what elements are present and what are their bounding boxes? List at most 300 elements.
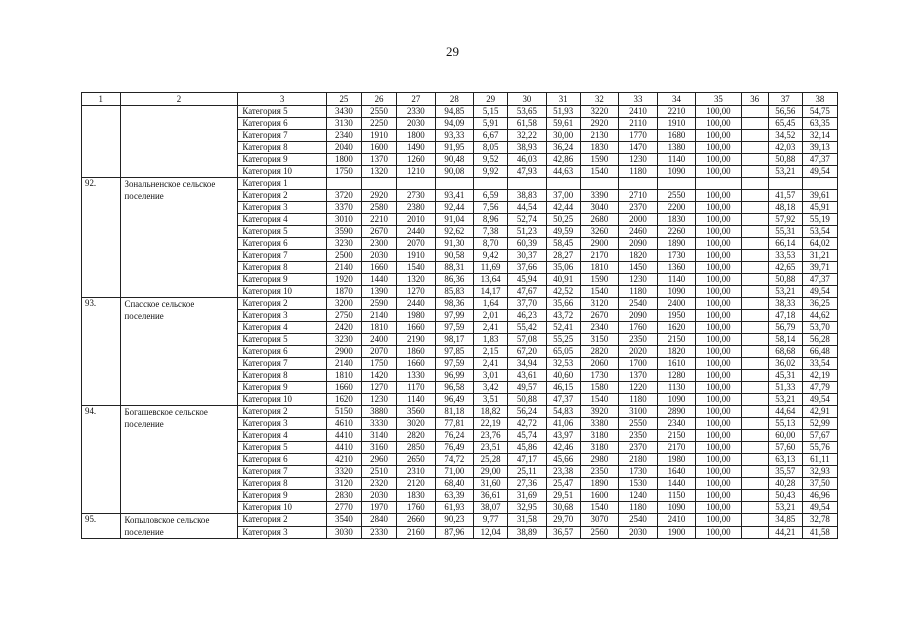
value-cell: 41,57 (768, 190, 802, 202)
value-cell: 1910 (397, 250, 436, 262)
value-cell: 100,00 (696, 130, 741, 142)
value-cell: 4210 (326, 454, 361, 466)
value-cell: 71,00 (435, 466, 474, 478)
value-cell: 2340 (657, 418, 696, 430)
column-header: 34 (657, 93, 696, 106)
value-cell: 3,01 (474, 370, 508, 382)
value-cell: 53,21 (768, 166, 802, 178)
value-cell: 30,68 (546, 502, 580, 514)
category-cell: Категория 9 (238, 274, 326, 286)
category-cell: Категория 8 (238, 142, 326, 154)
value-cell: 65,05 (546, 346, 580, 358)
value-cell: 2,15 (474, 346, 508, 358)
column-header: 38 (802, 93, 837, 106)
settlement-name (120, 106, 238, 178)
value-cell: 1870 (326, 286, 361, 298)
category-cell: Категория 9 (238, 382, 326, 394)
value-cell: 1860 (397, 346, 436, 358)
value-cell: 1760 (397, 502, 436, 514)
value-cell: 1800 (397, 130, 436, 142)
value-cell: 38,93 (508, 142, 547, 154)
value-cell: 1540 (580, 502, 619, 514)
table-row (82, 406, 838, 418)
value-cell: 2890 (657, 406, 696, 418)
value-cell: 2650 (397, 454, 436, 466)
value-cell: 40,91 (546, 274, 580, 286)
value-cell: 2130 (580, 130, 619, 142)
value-cell: 2300 (361, 238, 396, 250)
value-cell (741, 430, 768, 442)
value-cell: 2110 (619, 118, 658, 130)
value-cell (741, 346, 768, 358)
value-cell: 1600 (361, 142, 396, 154)
value-cell: 9,77 (474, 514, 508, 527)
value-cell: 98,36 (435, 298, 474, 310)
value-cell: 61,93 (435, 502, 474, 514)
category-cell: Категория 2 (238, 514, 326, 527)
category-cell: Категория 5 (238, 226, 326, 238)
value-cell: 2030 (619, 526, 658, 539)
value-cell: 5,15 (474, 106, 508, 118)
value-cell: 49,59 (546, 226, 580, 238)
value-cell: 39,71 (802, 262, 837, 274)
value-cell: 45,74 (508, 430, 547, 442)
value-cell: 56,24 (508, 406, 547, 418)
category-cell: Категория 7 (238, 130, 326, 142)
column-header: 36 (741, 93, 768, 106)
value-cell: 1260 (397, 154, 436, 166)
data-table (81, 92, 838, 539)
value-cell: 92,44 (435, 202, 474, 214)
value-cell: 32,78 (802, 514, 837, 527)
value-cell: 42,03 (768, 142, 802, 154)
value-cell (741, 262, 768, 274)
value-cell: 2670 (361, 226, 396, 238)
value-cell: 63,13 (768, 454, 802, 466)
value-cell: 76,24 (435, 430, 474, 442)
value-cell: 65,45 (768, 118, 802, 130)
value-cell: 2770 (326, 502, 361, 514)
value-cell: 31,58 (508, 514, 547, 527)
value-cell: 46,23 (508, 310, 547, 322)
value-cell: 42,44 (546, 202, 580, 214)
value-cell: 100,00 (696, 190, 741, 202)
column-header: 33 (619, 93, 658, 106)
value-cell: 2060 (580, 358, 619, 370)
value-cell: 100,00 (696, 418, 741, 430)
value-cell: 1320 (361, 166, 396, 178)
value-cell: 36,57 (546, 526, 580, 539)
value-cell (326, 178, 361, 190)
value-cell: 93,41 (435, 190, 474, 202)
value-cell: 1440 (657, 478, 696, 490)
value-cell: 2400 (657, 298, 696, 310)
value-cell: 2900 (580, 238, 619, 250)
value-cell: 2150 (657, 430, 696, 442)
value-cell: 47,37 (546, 394, 580, 406)
value-cell (741, 478, 768, 490)
value-cell: 1,64 (474, 298, 508, 310)
value-cell (741, 154, 768, 166)
value-cell: 1580 (580, 382, 619, 394)
value-cell: 51,33 (768, 382, 802, 394)
column-header: 37 (768, 93, 802, 106)
value-cell (741, 274, 768, 286)
value-cell: 1730 (580, 370, 619, 382)
value-cell: 100,00 (696, 346, 741, 358)
category-cell: Категория 6 (238, 454, 326, 466)
value-cell: 47,93 (508, 166, 547, 178)
value-cell: 97,59 (435, 322, 474, 334)
value-cell: 2140 (361, 310, 396, 322)
value-cell: 3010 (326, 214, 361, 226)
value-cell: 76,49 (435, 442, 474, 454)
value-cell: 100,00 (696, 334, 741, 346)
value-cell: 100,00 (696, 250, 741, 262)
value-cell: 2540 (619, 514, 658, 527)
value-cell (741, 298, 768, 310)
value-cell: 3720 (326, 190, 361, 202)
value-cell: 2540 (619, 298, 658, 310)
value-cell: 1810 (580, 262, 619, 274)
value-cell: 29,70 (546, 514, 580, 527)
value-cell: 46,96 (802, 490, 837, 502)
value-cell: 100,00 (696, 370, 741, 382)
value-cell: 3320 (326, 466, 361, 478)
value-cell: 48,18 (768, 202, 802, 214)
value-cell: 38,89 (508, 526, 547, 539)
value-cell: 27,36 (508, 478, 547, 490)
value-cell: 74,72 (435, 454, 474, 466)
value-cell: 100,00 (696, 238, 741, 250)
value-cell: 49,57 (508, 382, 547, 394)
value-cell: 53,54 (802, 226, 837, 238)
value-cell: 1530 (619, 478, 658, 490)
value-cell: 3230 (326, 238, 361, 250)
value-cell: 29,00 (474, 466, 508, 478)
value-cell: 94,85 (435, 106, 474, 118)
value-cell: 96,49 (435, 394, 474, 406)
value-cell: 96,58 (435, 382, 474, 394)
value-cell: 1590 (580, 154, 619, 166)
value-cell: 59,61 (546, 118, 580, 130)
value-cell: 1090 (657, 394, 696, 406)
value-cell (741, 238, 768, 250)
value-cell: 2660 (397, 514, 436, 527)
value-cell: 34,52 (768, 130, 802, 142)
value-cell: 2030 (397, 118, 436, 130)
value-cell: 3120 (326, 478, 361, 490)
value-cell: 54,83 (546, 406, 580, 418)
value-cell: 32,93 (802, 466, 837, 478)
value-cell: 2550 (361, 106, 396, 118)
value-cell: 42,19 (802, 370, 837, 382)
value-cell: 1750 (326, 166, 361, 178)
value-cell: 90,48 (435, 154, 474, 166)
value-cell: 3380 (580, 418, 619, 430)
category-cell: Категория 8 (238, 262, 326, 274)
value-cell: 2440 (397, 226, 436, 238)
value-cell: 13,64 (474, 274, 508, 286)
value-cell: 2310 (397, 466, 436, 478)
value-cell: 42,86 (546, 154, 580, 166)
value-cell: 97,99 (435, 310, 474, 322)
value-cell: 36,61 (474, 490, 508, 502)
value-cell: 100,00 (696, 106, 741, 118)
settlement-number: 95. (82, 514, 121, 539)
value-cell: 3030 (326, 526, 361, 539)
value-cell: 5150 (326, 406, 361, 418)
value-cell: 90,08 (435, 166, 474, 178)
category-cell: Категория 3 (238, 418, 326, 430)
value-cell: 58,45 (546, 238, 580, 250)
value-cell: 1910 (361, 130, 396, 142)
value-cell: 2250 (361, 118, 396, 130)
value-cell: 50,88 (768, 154, 802, 166)
value-cell: 44,62 (802, 310, 837, 322)
value-cell: 2200 (657, 202, 696, 214)
value-cell: 81,18 (435, 406, 474, 418)
value-cell: 67,20 (508, 346, 547, 358)
value-cell: 50,88 (508, 394, 547, 406)
value-cell: 33,53 (768, 250, 802, 262)
value-cell: 2550 (657, 190, 696, 202)
value-cell: 1660 (326, 382, 361, 394)
value-cell: 2340 (326, 130, 361, 142)
settlement-number: 93. (82, 298, 121, 406)
value-cell: 1980 (397, 310, 436, 322)
value-cell: 50,43 (768, 490, 802, 502)
value-cell (741, 214, 768, 226)
value-cell: 1820 (657, 346, 696, 358)
value-cell: 23,38 (546, 466, 580, 478)
value-cell: 44,54 (508, 202, 547, 214)
value-cell: 86,36 (435, 274, 474, 286)
value-cell (474, 178, 508, 190)
value-cell: 1810 (361, 322, 396, 334)
value-cell: 2920 (361, 190, 396, 202)
value-cell: 2260 (657, 226, 696, 238)
value-cell: 66,48 (802, 346, 837, 358)
value-cell (657, 178, 696, 190)
value-cell: 3200 (326, 298, 361, 310)
value-cell: 55,13 (768, 418, 802, 430)
value-cell: 1420 (361, 370, 396, 382)
value-cell: 45,66 (546, 454, 580, 466)
value-cell: 61,11 (802, 454, 837, 466)
value-cell: 100,00 (696, 154, 741, 166)
value-cell (741, 142, 768, 154)
value-cell: 55,76 (802, 442, 837, 454)
category-cell: Категория 6 (238, 238, 326, 250)
value-cell (741, 382, 768, 394)
value-cell: 2030 (361, 490, 396, 502)
value-cell: 3880 (361, 406, 396, 418)
value-cell: 2190 (397, 334, 436, 346)
value-cell: 1450 (619, 262, 658, 274)
value-cell: 36,24 (546, 142, 580, 154)
value-cell: 100,00 (696, 298, 741, 310)
value-cell: 45,31 (768, 370, 802, 382)
value-cell: 47,37 (802, 274, 837, 286)
value-cell: 100,00 (696, 394, 741, 406)
value-cell: 44,64 (768, 406, 802, 418)
category-cell: Категория 7 (238, 250, 326, 262)
value-cell: 2170 (580, 250, 619, 262)
value-cell: 1240 (619, 490, 658, 502)
column-header: 26 (361, 93, 396, 106)
column-header: 1 (82, 93, 121, 106)
value-cell: 32,53 (546, 358, 580, 370)
value-cell: 42,65 (768, 262, 802, 274)
value-cell: 34,94 (508, 358, 547, 370)
value-cell: 3390 (580, 190, 619, 202)
value-cell: 100,00 (696, 226, 741, 238)
value-cell: 1380 (657, 142, 696, 154)
value-cell: 100,00 (696, 490, 741, 502)
value-cell (619, 178, 658, 190)
value-cell: 1680 (657, 130, 696, 142)
value-cell (741, 394, 768, 406)
column-header: 29 (474, 93, 508, 106)
value-cell: 2070 (361, 346, 396, 358)
value-cell: 28,27 (546, 250, 580, 262)
value-cell: 57,67 (802, 430, 837, 442)
value-cell (741, 178, 768, 190)
value-cell: 55,25 (546, 334, 580, 346)
value-cell: 42,52 (546, 286, 580, 298)
value-cell: 3150 (580, 334, 619, 346)
value-cell: 3540 (326, 514, 361, 527)
value-cell: 58,14 (768, 334, 802, 346)
value-cell: 2350 (619, 430, 658, 442)
value-cell: 100,00 (696, 310, 741, 322)
value-cell: 33,54 (802, 358, 837, 370)
value-cell: 60,39 (508, 238, 547, 250)
value-cell: 1270 (397, 286, 436, 298)
value-cell: 1330 (397, 370, 436, 382)
value-cell (741, 334, 768, 346)
value-cell: 42,91 (802, 406, 837, 418)
value-cell: 49,54 (802, 166, 837, 178)
value-cell: 1540 (580, 286, 619, 298)
value-cell (741, 322, 768, 334)
category-cell: Категория 5 (238, 442, 326, 454)
value-cell: 2750 (326, 310, 361, 322)
value-cell: 3180 (580, 442, 619, 454)
value-cell: 36,25 (802, 298, 837, 310)
value-cell: 2,01 (474, 310, 508, 322)
value-cell (768, 178, 802, 190)
value-cell: 25,28 (474, 454, 508, 466)
value-cell: 1640 (657, 466, 696, 478)
value-cell: 1090 (657, 286, 696, 298)
settlement-name: Спасское сельское поселение (120, 298, 238, 406)
category-cell: Категория 6 (238, 118, 326, 130)
value-cell: 40,28 (768, 478, 802, 490)
value-cell: 3100 (619, 406, 658, 418)
settlement-number: 92. (82, 178, 121, 298)
value-cell: 47,37 (802, 154, 837, 166)
value-cell: 30,00 (546, 130, 580, 142)
table-row (82, 178, 838, 190)
value-cell: 47,79 (802, 382, 837, 394)
value-cell: 2320 (361, 478, 396, 490)
value-cell: 1090 (657, 502, 696, 514)
value-cell: 2160 (397, 526, 436, 539)
value-cell: 2820 (397, 430, 436, 442)
value-cell: 1140 (397, 394, 436, 406)
value-cell: 1,83 (474, 334, 508, 346)
value-cell: 100,00 (696, 526, 741, 539)
column-header: 31 (546, 93, 580, 106)
value-cell: 4610 (326, 418, 361, 430)
value-cell: 43,61 (508, 370, 547, 382)
category-cell: Категория 5 (238, 106, 326, 118)
value-cell: 53,21 (768, 286, 802, 298)
value-cell: 1620 (657, 322, 696, 334)
value-cell: 1830 (397, 490, 436, 502)
value-cell: 100,00 (696, 454, 741, 466)
value-cell: 23,51 (474, 442, 508, 454)
value-cell (741, 106, 768, 118)
value-cell: 9,42 (474, 250, 508, 262)
value-cell: 1730 (619, 466, 658, 478)
value-cell: 1130 (657, 382, 696, 394)
value-cell: 1230 (619, 274, 658, 286)
value-cell: 100,00 (696, 262, 741, 274)
value-cell: 56,79 (768, 322, 802, 334)
value-cell (802, 178, 837, 190)
value-cell: 3070 (580, 514, 619, 527)
value-cell: 2370 (619, 202, 658, 214)
category-cell: Категория 3 (238, 202, 326, 214)
value-cell: 37,70 (508, 298, 547, 310)
value-cell: 37,66 (508, 262, 547, 274)
value-cell (741, 490, 768, 502)
value-cell: 61,58 (508, 118, 547, 130)
value-cell: 100,00 (696, 202, 741, 214)
value-cell: 64,02 (802, 238, 837, 250)
header-row (82, 93, 838, 106)
value-cell: 3180 (580, 430, 619, 442)
value-cell: 55,31 (768, 226, 802, 238)
value-cell: 56,28 (802, 334, 837, 346)
category-cell: Категория 10 (238, 286, 326, 298)
value-cell: 47,18 (768, 310, 802, 322)
value-cell: 45,91 (802, 202, 837, 214)
value-cell: 1600 (580, 490, 619, 502)
value-cell: 39,61 (802, 190, 837, 202)
value-cell: 9,92 (474, 166, 508, 178)
value-cell: 32,95 (508, 502, 547, 514)
value-cell: 1900 (657, 526, 696, 539)
value-cell: 3140 (361, 430, 396, 442)
value-cell: 25,47 (546, 478, 580, 490)
value-cell: 2500 (326, 250, 361, 262)
value-cell (397, 178, 436, 190)
value-cell: 2440 (397, 298, 436, 310)
value-cell: 3920 (580, 406, 619, 418)
value-cell: 8,05 (474, 142, 508, 154)
value-cell (741, 442, 768, 454)
settlement-number (82, 106, 121, 178)
table-row (82, 514, 838, 527)
value-cell: 1180 (619, 502, 658, 514)
value-cell: 100,00 (696, 466, 741, 478)
value-cell: 1370 (619, 370, 658, 382)
value-cell (741, 526, 768, 539)
